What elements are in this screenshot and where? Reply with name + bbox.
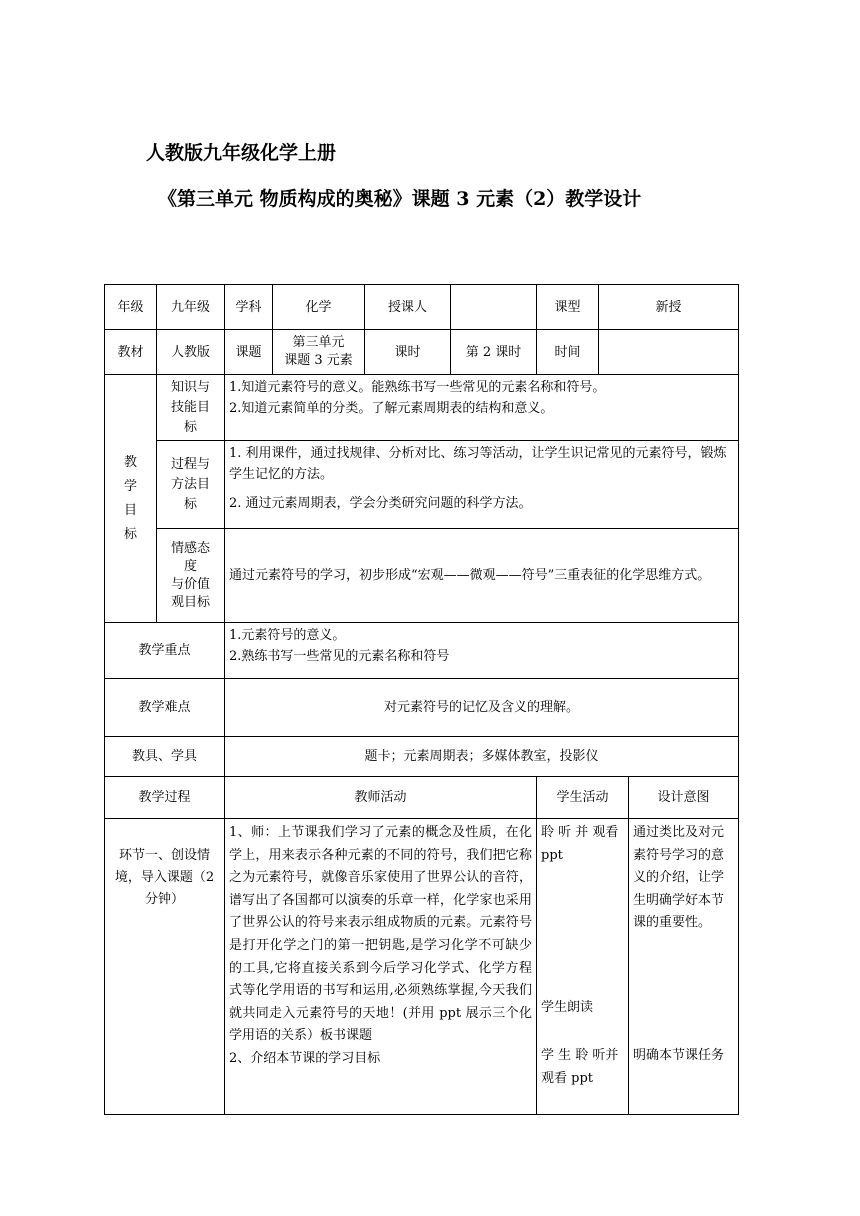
process-goal-text-2: 2. 通过元素周期表，学会分类研究问题的科学方法。 [229, 496, 532, 511]
teacher-label: 授课人 [365, 285, 451, 330]
textbook-value: 人教版 [157, 330, 225, 375]
subject-value: 化学 [273, 285, 365, 330]
step1-student-text-3: 学 生 聆 听并观看 ppt [541, 1048, 619, 1086]
topic-label: 课题 [225, 330, 273, 375]
knowledge-goal-text: 1.知道元素符号的意义。能熟练书写一些常见的元素名称和符号。 2.知道元素简单的分类。了解元素周期表的结构和意义。 [225, 375, 739, 441]
textbook-label: 教材 [105, 330, 157, 375]
key-points-label: 教学重点 [105, 623, 225, 679]
process-goal-text-1: 1. 利用课件，通过找规律、分析对比、练习等活动，让学生识记常见的元素符号，锻炼学生记忆的方法。 [229, 446, 727, 482]
key-points-row [105, 623, 739, 679]
topic-value: 第三单元 课题 3 元素 [273, 330, 365, 375]
process-header-row [105, 777, 739, 819]
goals-label: 教 学 目 标 [105, 375, 157, 623]
goal-knowledge-row [105, 375, 739, 441]
info-row-2 [105, 330, 739, 375]
teacher-activity-header: 教师活动 [225, 777, 537, 819]
step1-row [105, 819, 739, 1115]
grade-value: 九年级 [157, 285, 225, 330]
info-row-1 [105, 285, 739, 330]
period-value: 第 2 课时 [451, 330, 537, 375]
step1-student-activity [537, 819, 629, 1115]
difficulties-row [105, 679, 739, 737]
period-label: 课时 [365, 330, 451, 375]
type-label: 课型 [537, 285, 599, 330]
process-goal-cell [225, 441, 739, 529]
goal-emotion-row [105, 529, 739, 623]
step1-intent-text-2: 明确本节课任务 [633, 1048, 725, 1063]
tools-text: 题卡；元素周期表；多媒体教室，投影仪 [225, 737, 739, 777]
difficulties-label: 教学难点 [105, 679, 225, 737]
step1-design-intent [629, 819, 739, 1115]
key-points-text: 1.元素符号的意义。 2.熟练书写一些常见的元素名称和符号 [225, 623, 739, 679]
step1-teacher-activity: 1、师：上节课我们学习了元素的概念及性质，在化学上，用来表示各种元素的不同的符号，我们把它称之为元素符号，就像音乐家使用了世界公认的音符，谱写出了各国都可以演奏的乐章一样，化学家也采用了世界公认的符号来表示组成物质的元素。元素符号是打开化学之门的第一把钥匙,是学习化学不可缺少的工具,它将直接关系到今后学习化学式、化学方程式等化学用语的书写和运用,必须熟练掌握,今天我们就共同走入元素符号的天地！(并用 ppt 展示三个化学用语的关系）板书课题 2、介绍本节课的学习目标 [225, 819, 537, 1115]
page-title-line1: 人教版九年级化学上册 [146, 142, 337, 164]
type-value: 新授 [599, 285, 739, 330]
step1-intent-text-1: 通过类比及对元素符号学习的意义的介绍，让学生明确学好本节课的重要性。 [633, 825, 725, 931]
lesson-plan-table [104, 284, 739, 1115]
goal-process-row [105, 441, 739, 529]
subject-label: 学科 [225, 285, 273, 330]
process-goal-label: 过程与 方法目 标 [157, 441, 225, 529]
emotion-goal-text: 通过元素符号的学习，初步形成“宏观——微观——符号”三重表征的化学思维方式。 [225, 529, 739, 623]
time-label: 时间 [537, 330, 599, 375]
time-value [599, 330, 739, 375]
step1-student-text-1: 聆 听 并 观看 ppt [541, 825, 619, 863]
teacher-value [451, 285, 537, 330]
step1-stage-text: 环节一、创设情境，导入课题（2 分钟） [114, 848, 215, 907]
page-title-line2: 《第三单元 物质构成的奥秘》课题 3 元素（2）教学设计 [158, 188, 642, 210]
tools-label: 教具、学具 [105, 737, 225, 777]
student-activity-header: 学生活动 [537, 777, 629, 819]
knowledge-goal-label: 知识与 技能目 标 [157, 375, 225, 441]
step1-student-text-2: 学生朗读 [541, 1000, 594, 1015]
grade-label: 年级 [105, 285, 157, 330]
design-intent-header: 设计意图 [629, 777, 739, 819]
stage-header: 教学过程 [105, 777, 225, 819]
difficulties-text: 对元素符号的记忆及含义的理解。 [225, 679, 739, 737]
emotion-goal-label: 情感态 度 与价值 观目标 [157, 529, 225, 623]
tools-row [105, 737, 739, 777]
step1-stage [105, 819, 225, 1115]
